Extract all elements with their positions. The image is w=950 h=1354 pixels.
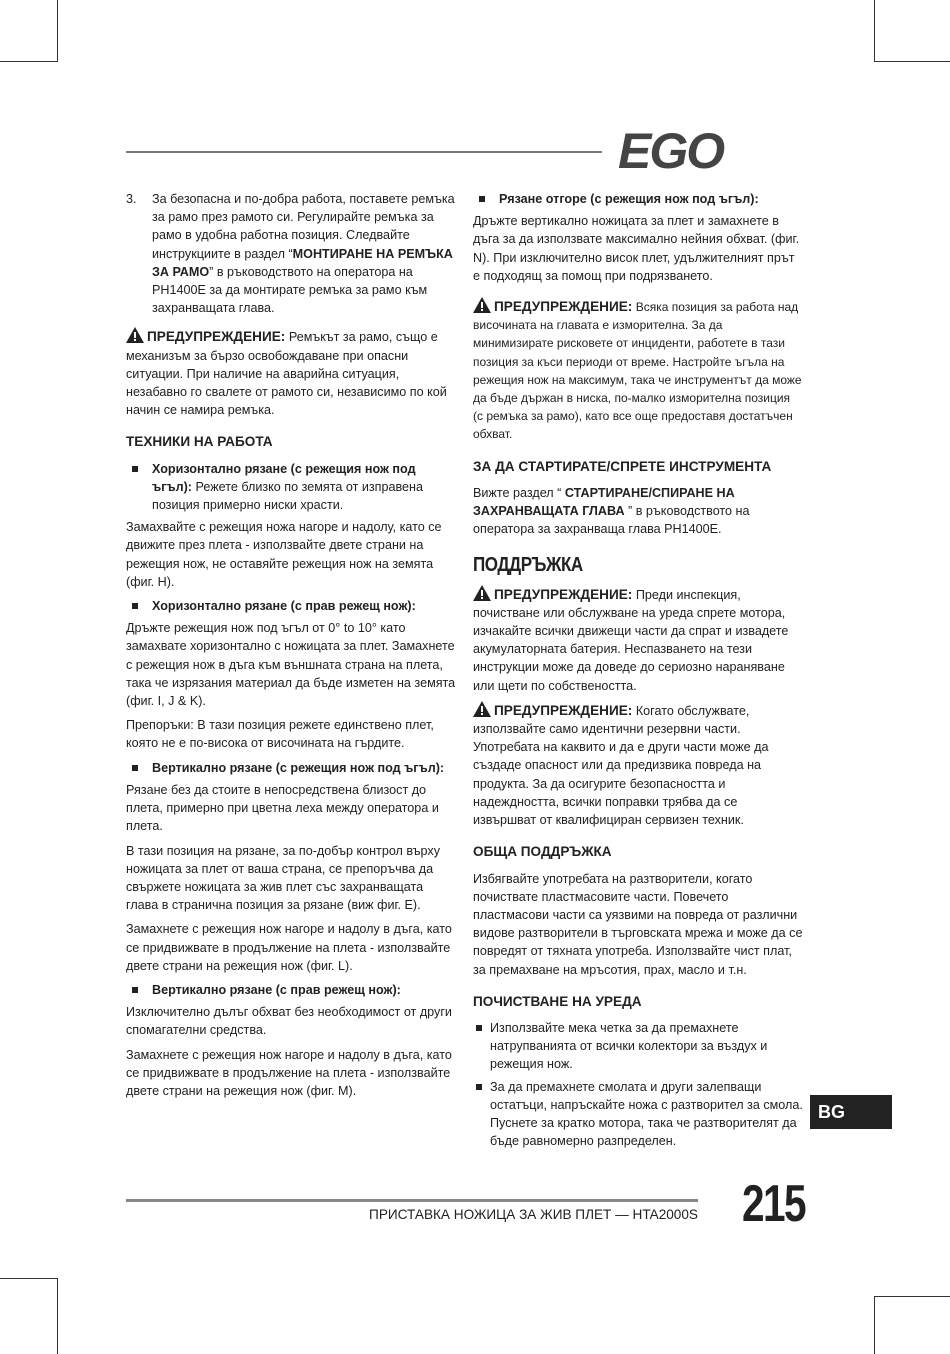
- list-item: Рязане отгоре (с режещия нож под ъгъл):: [473, 190, 803, 208]
- paragraph: Изключително дълъг обхват без необходимост от други спомагателни средства.: [126, 1005, 452, 1038]
- bullet-icon: [473, 1078, 490, 1151]
- numbered-item-3: [126, 190, 456, 317]
- language-tab: BG: [810, 1095, 892, 1129]
- paragraph: Вижте раздел “ СТАРТИРАНЕ/СПИРАНЕ НА ЗАХРАНВАЩАТА ГЛАВА ” в ръководството на оператора за захранваща глава PH1400E.: [473, 485, 750, 537]
- item-text: За безопасна и по-добра работа, поставете ремъка за рамо през рамото си. Регулирайте ремъка за рамо в удобна работна позиция. Следвайте инструкциите в раздел “МОНТИРАНЕ НА РЕМЪКА ЗА РАМО” в ръководството на оператора на PH1400E за да монтирате ремъка за рамо към захранващата глава.: [152, 192, 455, 316]
- paragraph: Дръжте режещия нож под ъгъл от 0° to 10° като замахвате хоризонтално с ножицата за плет. Замахнете с режещия нож в дъга към външната страна на плета, така че изрязания материал да бъде изметен на земята (фиг. I, J & K).: [126, 621, 456, 709]
- warning-inspection: ПРЕДУПРЕЖДЕНИЕ: Преди инспекция, почистване или обслужване на уреда спрете мотора, изчакайте всички движещи части да спрат и извадете акумулаторната батерия. Неспазването на тези инструкции може да доведе до сериозно нараняване или щети по собствеността.: [473, 586, 789, 693]
- warning-icon: [473, 585, 491, 601]
- crop-mark: [874, 1296, 950, 1297]
- crop-mark: [0, 61, 58, 62]
- crop-mark: [0, 1278, 58, 1279]
- paragraph: Рязане без да стоите в непосредствена близост до плета, примерно при цветна леха между оператора и плета.: [126, 782, 439, 834]
- paragraph: Дръжте вертикално ножицата за плет и замахнете в дъга за да използвате максимално нейния обхват. (фиг. N). При изключително висок плет, удължителният прът е подходящ за помощ при подрязването.: [473, 214, 800, 283]
- paragraph: Замахнете с режещия нож нагоре и надолу в дъга, като се придвижвате в продължение на плета - използвайте двете страни на режещия нож (фиг. M).: [126, 1047, 452, 1098]
- warning-icon: [473, 701, 491, 717]
- page-number: 215: [742, 1175, 805, 1233]
- crop-mark: [57, 0, 58, 62]
- list-item: Хоризонтално рязане (с режещия нож под ъгъл): Режете близко по земята от изправена позиция примерно ниски храсти.: [126, 460, 456, 515]
- crop-mark: [874, 0, 875, 62]
- header-rule: [126, 151, 602, 153]
- bullet-icon: [126, 981, 152, 999]
- list-item: За да премахнете смолата и други залепващи остатъци, напръскайте ножа с разтворител за смола. Пуснете за кратко мотора, така че разтворителят да бъде равномерно разпределен.: [473, 1078, 803, 1151]
- left-column: [126, 190, 456, 1106]
- list-item: Вертикално рязане (с прав режещ нож):: [126, 981, 456, 999]
- warning-overhead: ПРЕДУПРЕЖДЕНИЕ: Всяка позиция за работа над височината на главата е изморителна. За да минимизирате рисковете от инциденти, работете в тази позиция за къси периоди от време. Настройте ъгъла на режещия нож на максимум, така че инструментът да може да бъде държан в ниска, по-малко изморителна позиция (с ремъка за рамо), като все още предоставя достатъчен обхват.: [473, 299, 802, 442]
- list-item: Вертикално рязане (с режещия нож под ъгъл):: [126, 759, 456, 777]
- footer-rule: [126, 1199, 698, 1202]
- right-column: [473, 190, 803, 1154]
- warning-parts: ПРЕДУПРЕЖДЕНИЕ: Когато обслужвате, използвайте само идентични резервни части. Употребата на каквито и да е други части може да създаде опасност или да предизвика повреда на продукта. За да осигурите безопасността и надеждността, всички поправки трябва да се извършват от квалифициран сервизен техник.: [473, 702, 769, 828]
- bullet-icon: [473, 190, 499, 208]
- section-heading: ЗА ДА СТАРТИРАТЕ/СПРЕТЕ ИНСТРУМЕНТА: [473, 458, 772, 474]
- list-item: Хоризонтално рязане (с прав режещ нож):: [126, 597, 456, 615]
- crop-mark: [874, 61, 950, 62]
- paragraph: Замахвайте с режещия ножа нагоре и надолу, като се движите през плета - използвайте двете страни на режещия нож, не оставяйте режещия нож на земята (фиг. H).: [126, 520, 442, 589]
- bullet-icon: [473, 1019, 490, 1074]
- paragraph: Избягвайте употребата на разтворители, когато почиствате пластмасовите части. Повечето пластмасови части са уязвими на повреда от различни видове разтворители в търговската мрежа и може да се повредят от тяхната употреба. Използвайте чист плат, за премахване на мръсотия, прах, масло и т.н.: [473, 871, 803, 977]
- warning-icon: [126, 327, 144, 343]
- ego-logo: [616, 128, 802, 174]
- crop-mark: [57, 1278, 58, 1354]
- crop-mark: [874, 1296, 875, 1354]
- bullet-icon: [126, 759, 152, 777]
- list-item: Използвайте мека четка за да премахнете натрупванията от всички колектори за въздух и режещия нож.: [473, 1019, 803, 1074]
- footer-title: ПРИСТАВКА НОЖИЦА ЗА ЖИВ ПЛЕТ — HTA2000S: [369, 1207, 698, 1222]
- item-number: 3.: [126, 192, 137, 206]
- bullet-icon: [126, 597, 152, 615]
- bullet-icon: [126, 460, 152, 515]
- svg-text:EGO: EGO: [618, 128, 724, 174]
- paragraph: Замахнете с режещия нож нагоре и надолу в дъга, като се придвижвате в продължение на плета - използвайте двете страни на режещия нож (фиг. L).: [126, 922, 452, 973]
- paragraph: Препоръки: В тази позиция режете единствено плет, която не е по-висока от височината на гърдите.: [126, 718, 434, 751]
- section-heading: ТЕХНИКИ НА РАБОТА: [126, 434, 273, 450]
- warning-icon: [473, 297, 491, 313]
- warning-strap: ПРЕДУПРЕЖДЕНИЕ: Ремъкът за рамо, също е механизъм за бързо освобождаване при опасни ситуации. При наличие на аварийна ситуация, незабавно го свалете от рамото си, независимо по кой начин се намира ремъка.: [126, 329, 447, 418]
- section-heading: ПОЧИСТВАНЕ НА УРЕДА: [473, 993, 642, 1009]
- paragraph: В тази позиция на рязане, за по-добър контрол върху ножицата за плет от ваша страна, се препоръчва да свържете ножицата за жив плет със захранващата глава в странична позиция за рязане (виж фиг. E).: [126, 843, 441, 913]
- section-heading: ОБЩА ПОДДРЪЖКА: [473, 844, 612, 860]
- chapter-heading: ПОДДРЪЖКА: [473, 554, 583, 577]
